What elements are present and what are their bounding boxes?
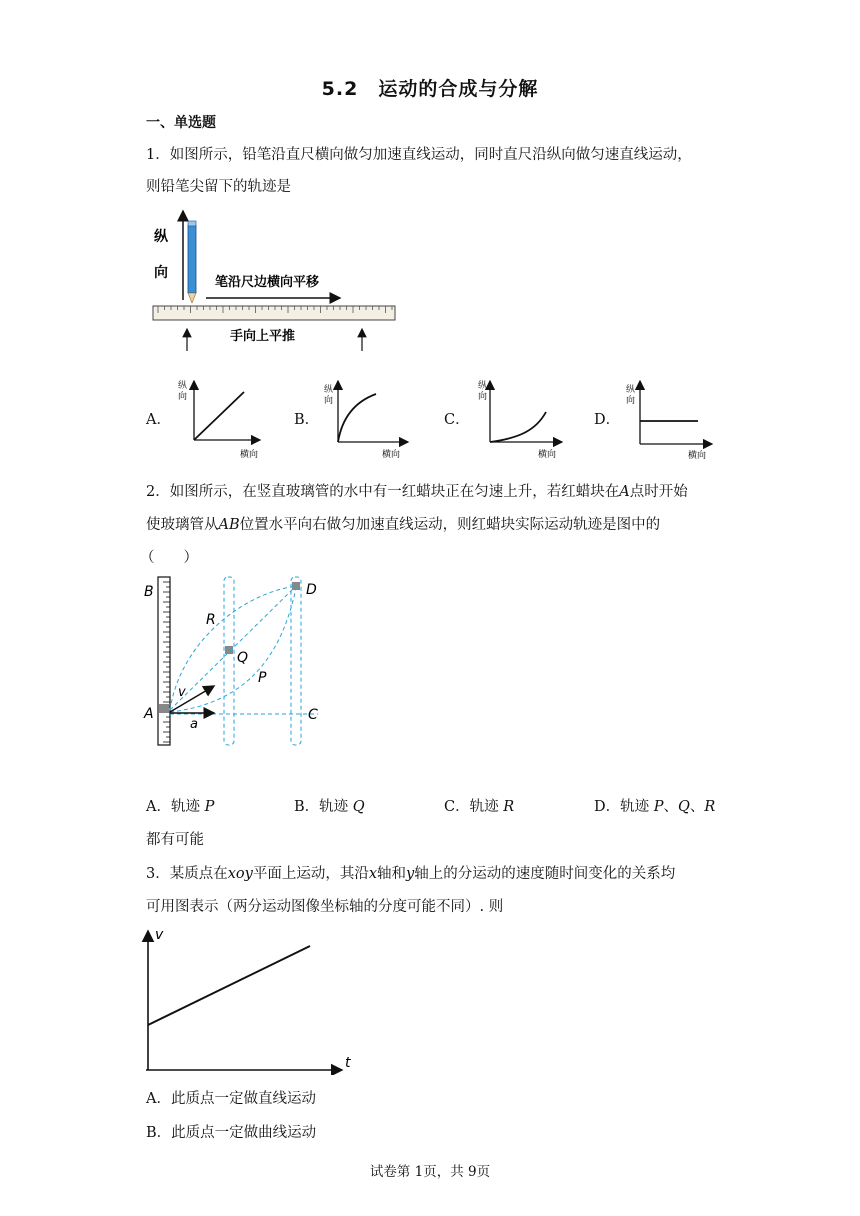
q2-option-d-cont: 都有可能 xyxy=(146,832,204,848)
page-title: 5.2 运动的合成与分解 xyxy=(321,78,539,100)
q1-a-trajectory xyxy=(194,392,244,440)
svg-text:向: 向 xyxy=(178,392,188,402)
svg-text:横向: 横向 xyxy=(688,451,707,461)
q1-option-b-graph xyxy=(318,378,418,460)
svg-text:纵: 纵 xyxy=(178,381,188,391)
q1-vertical-char2: 向 xyxy=(154,265,168,281)
q1-option-a-letter: A． xyxy=(146,412,171,428)
q1-option-c-letter: C． xyxy=(444,412,470,428)
q1-option-d-graph xyxy=(620,378,720,462)
svg-text:D: D xyxy=(306,582,317,598)
svg-text:纵: 纵 xyxy=(626,385,636,395)
svg-text:向: 向 xyxy=(324,396,334,406)
wax-block-q xyxy=(225,646,233,654)
svg-text:纵: 纵 xyxy=(478,381,488,391)
q1-option-d-letter: D． xyxy=(594,412,621,428)
q2-paren: （ ） xyxy=(140,550,198,566)
q3-vt-graph xyxy=(140,925,365,1075)
svg-text:向: 向 xyxy=(626,396,636,406)
svg-text:A: A xyxy=(144,706,154,722)
svg-text:向: 向 xyxy=(478,392,488,402)
glass-tube-middle xyxy=(224,577,234,745)
q3-option-b: B．此质点一定做曲线运动 xyxy=(146,1125,317,1141)
q1-push-label: 手向上平推 xyxy=(230,329,296,344)
q1-ruler-figure xyxy=(140,205,410,355)
q2-option-d: D．轨迹 P、Q、R xyxy=(594,799,716,815)
q2-text-line2: 使玻璃管从AB位置水平向右做匀加速直线运动，则红蜡块实际运动轨迹是图中的 xyxy=(146,517,661,533)
q3-text-line2: 可用图表示（两分运动图像坐标轴的分度可能不同）. 则 xyxy=(146,899,504,915)
q1-option-c-graph xyxy=(470,378,570,460)
q3-vt-line xyxy=(148,946,310,1025)
q1-option-b-letter: B． xyxy=(294,412,320,428)
ruler xyxy=(153,306,395,320)
q1-b-trajectory xyxy=(338,394,376,442)
q3-text-line1: 3．某质点在xoy平面上运动，其沿x轴和y轴上的分运动的速度随时间变化的关系均 xyxy=(146,866,676,882)
q1-c-trajectory xyxy=(490,412,546,442)
svg-text:横向: 横向 xyxy=(538,450,557,460)
q1-text-line1: 1．如图所示，铅笔沿直尺横向做匀加速直线运动，同时直尺沿纵向做匀速直线运动， xyxy=(146,147,692,163)
svg-text:a: a xyxy=(190,717,198,732)
q1-move-label: 笔沿尺边横向平移 xyxy=(215,275,320,290)
q3-option-a: A．此质点一定做直线运动 xyxy=(146,1091,316,1107)
q1-vertical-char1: 纵 xyxy=(154,229,168,245)
svg-text:纵: 纵 xyxy=(324,385,334,395)
svg-text:C: C xyxy=(308,707,318,723)
q1-option-a-graph xyxy=(170,378,270,460)
section-heading: 一、单选题 xyxy=(146,115,216,131)
page-footer: 试卷第 1页，共 9页 xyxy=(369,1164,491,1180)
q1-text-line2: 则铅笔尖留下的轨迹是 xyxy=(146,179,291,195)
wax-block-a xyxy=(159,704,169,713)
svg-text:R: R xyxy=(206,612,216,628)
q3-t-label: t xyxy=(345,1055,351,1071)
svg-text:v: v xyxy=(178,685,186,700)
q2-option-c: C．轨迹 R xyxy=(444,799,515,815)
svg-text:横向: 横向 xyxy=(382,450,401,460)
svg-text:B: B xyxy=(144,584,154,600)
q2-option-a: A．轨迹 P xyxy=(146,799,215,815)
q2-option-b: B．轨迹 Q xyxy=(294,799,365,815)
svg-text:横向: 横向 xyxy=(240,450,259,460)
pencil-icon xyxy=(188,221,196,303)
svg-text:P: P xyxy=(258,670,267,686)
svg-text:Q: Q xyxy=(237,650,249,666)
q2-text-line1: 2．如图所示，在竖直玻璃管的水中有一红蜡块正在匀速上升，若红蜡块在A点时开始 xyxy=(146,484,688,500)
q2-glass-tube-figure xyxy=(140,574,340,750)
q3-v-label: v xyxy=(155,927,164,943)
